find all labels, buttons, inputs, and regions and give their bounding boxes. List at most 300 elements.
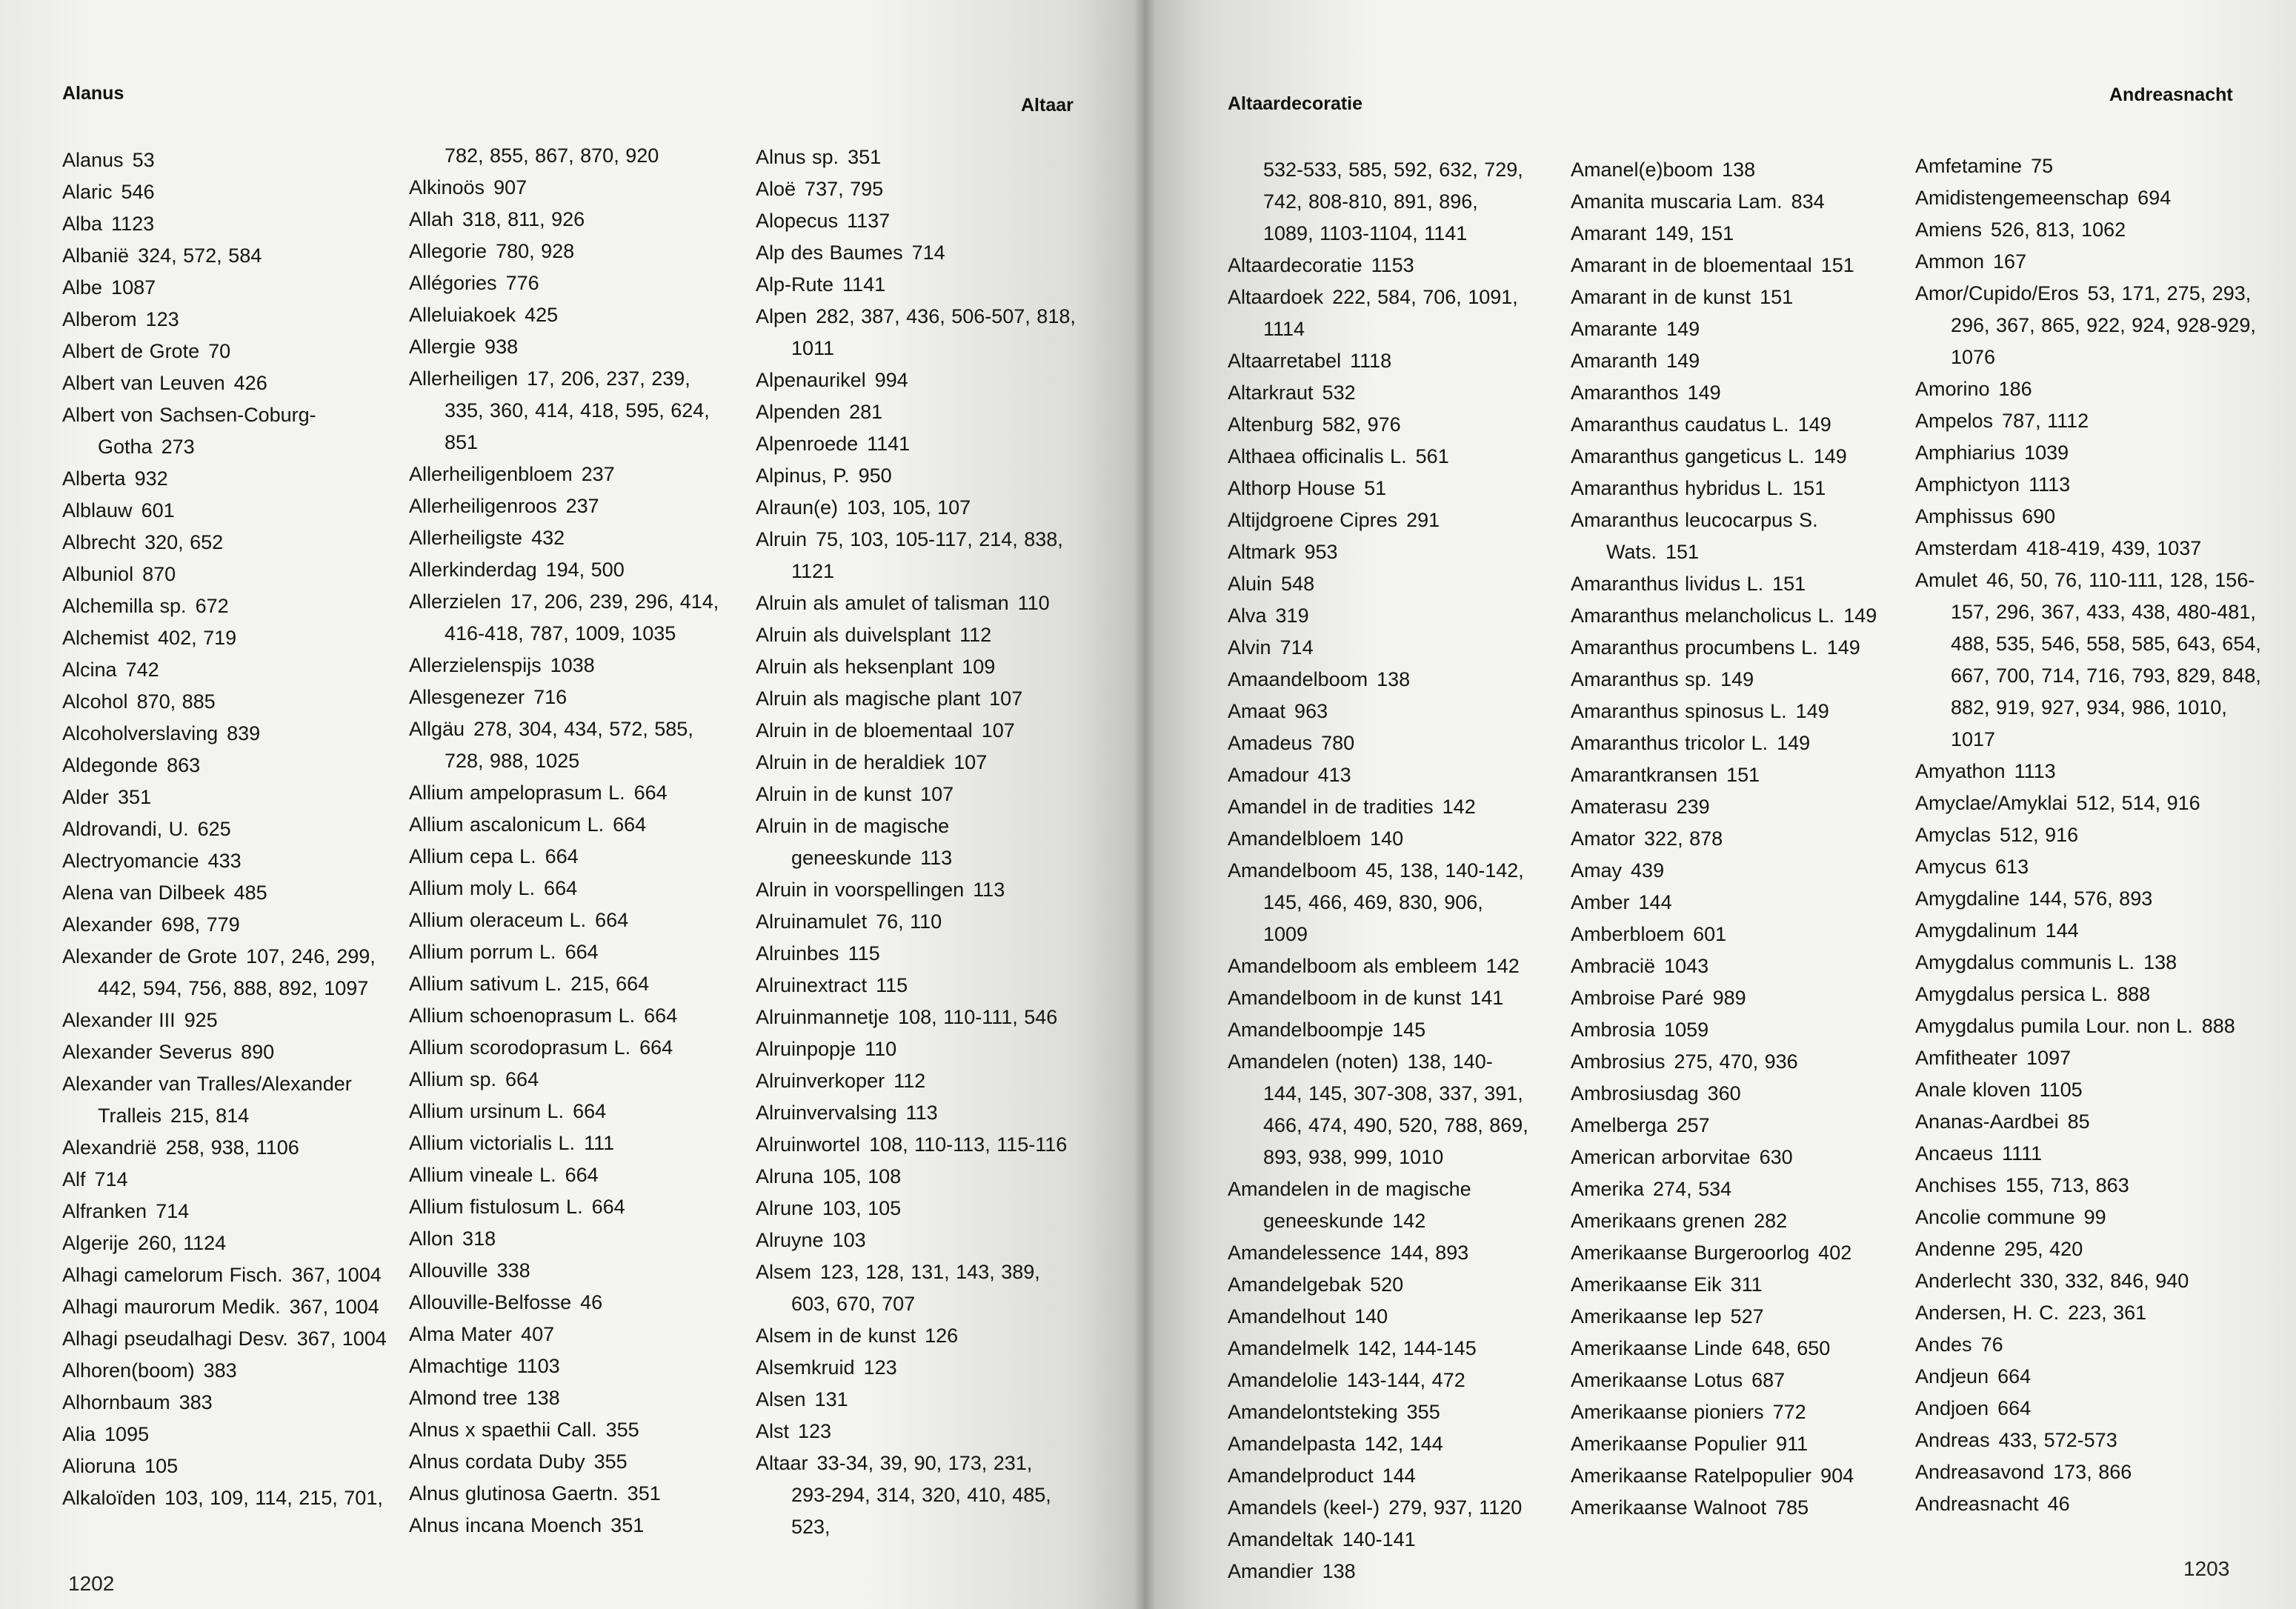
index-entry [1228,1428,1531,1460]
index-term: Amerikaans grenen [1571,1210,1746,1232]
index-entry [1915,405,2263,437]
index-page-refs: 664 [633,782,668,804]
index-entry [1571,377,1897,409]
index-page-refs: 1103 [516,1355,560,1377]
index-page-refs: 785 [1775,1496,1809,1519]
index-entry [1228,1237,1531,1269]
index-term: Alanus [62,149,124,171]
index-page-refs: 318, 811, 926 [462,208,585,230]
index-term: Amerikaanse Ratelpopulier [1571,1465,1812,1487]
index-page-refs: 103, 109, 114, 215, 701, [164,1487,383,1509]
right-page [1145,0,2296,1609]
index-term: Allium scorodoprasum L. [409,1036,631,1059]
index-page-refs: 402, 719 [158,627,237,649]
index-entry [62,813,396,845]
index-term: Allerkinderdag [409,559,537,581]
index-page-refs: 994 [874,369,908,391]
index-entry [1228,1014,1531,1046]
index-entry [1915,1425,2263,1456]
index-entry [62,877,396,909]
index-page-refs: 664 [1997,1365,2032,1388]
index-page-refs: 953 [1304,541,1338,563]
index-page-refs: 322, 878 [1644,827,1723,850]
index-page-refs: 664 [505,1068,539,1090]
index-page-refs: 138 [2143,951,2177,973]
index-term: Alexander van Tralles/Alexander Tralleis [62,1073,352,1127]
index-term: Alkinoös [409,176,485,199]
index-term: Alruin in de bloementaal [756,719,973,742]
index-page-refs: 279, 937, 1120 [1388,1496,1523,1519]
index-entry [1915,851,2263,883]
index-term: Alruin [756,528,808,550]
index-entry [1228,1524,1531,1556]
index-term: Amelberga [1571,1114,1668,1136]
index-term: Alia [62,1423,96,1445]
index-term: Amaandelboom [1228,668,1368,690]
index-entry [1571,950,1897,982]
index-page-refs: 167 [1993,250,2027,273]
index-entry [409,1191,735,1223]
index-term: Allium fistulosum L. [409,1196,583,1218]
index-page-refs: 714 [1280,636,1314,659]
index-page-refs: 123 [863,1356,897,1379]
index-entry [1571,1428,1897,1460]
index-entry [62,1387,396,1419]
index-page-refs: 75, 103, 105-117, 214, 838, 1121 [791,528,1063,582]
index-term: Amandelmelk [1228,1337,1349,1359]
index-entry [1915,533,2263,564]
index-entry [1571,823,1897,855]
index-term: Algerije [62,1232,130,1254]
index-page-refs: 383 [203,1359,237,1382]
index-term: Amadeus [1228,732,1313,754]
index-page-refs: 113 [920,847,953,869]
index-entry [756,269,1078,301]
index-page-refs: 737, 795 [805,178,884,200]
index-page-refs: 105, 108 [822,1165,902,1187]
index-term: Alruin in voorspellingen [756,879,965,901]
index-entry [409,1414,735,1446]
index-entry [62,304,396,336]
index-entry [756,619,1078,651]
index-entry [62,1068,396,1132]
index-entry [1228,1396,1531,1428]
index-page-refs: 215, 664 [570,973,650,995]
index-term: Alcina [62,659,117,681]
index-page-refs: 938 [485,336,519,358]
index-term: Alsemkruid [756,1356,855,1379]
index-page-refs: 107 [981,719,1015,742]
index-term: Alectryomancie [62,850,199,872]
index-page-refs: 1043 [1664,955,1709,977]
index-term: Amsterdam [1915,537,2018,559]
index-term: Andjoen [1915,1397,1989,1419]
index-page-refs: 144, 576, 893 [2029,887,2153,910]
index-entry [1228,504,1531,536]
index-entry [756,1256,1078,1320]
index-term: Alsem [756,1261,812,1283]
index-entry [756,492,1078,524]
index-term: Alhagi maurorum Medik. [62,1296,281,1318]
index-term: Alruna [756,1165,814,1187]
index-term: Althaea officinalis L. [1228,445,1407,467]
index-entry [1915,756,2263,787]
index-page-refs: 105 [144,1455,179,1477]
index-entry [409,777,735,809]
index-term: Alp des Baumes [756,241,903,264]
index-entry [1571,727,1897,759]
index-entry [1915,182,2263,214]
index-term: Amaranthus caudatus L. [1571,413,1789,436]
index-page-refs: 222, 584, 706, 1091, 1114 [1263,286,1518,340]
index-term: Amerikaanse Populier [1571,1433,1768,1455]
index-page-refs: 714 [94,1168,128,1190]
index-entry [409,140,735,172]
index-page-refs: 664 [591,1196,625,1218]
index-page-refs: 1087 [111,276,156,299]
index-term: Alpen [756,305,808,327]
index-entry [1571,1046,1897,1078]
index-term: Amerikaanse Walnoot [1571,1496,1767,1519]
index-term: Amator [1571,827,1636,850]
index-entry [62,176,396,208]
index-page-refs: 109 [962,656,996,678]
index-entry [62,1450,396,1482]
index-page-refs: 115 [876,974,908,996]
index-term: Alchemist [62,627,150,649]
index-entry [409,363,735,459]
index-page-refs: 601 [1693,923,1727,945]
index-page-refs: 107 [920,783,954,805]
index-entry [1228,568,1531,600]
index-entry [409,1510,735,1542]
index-page-refs: 512, 916 [2000,824,2079,846]
index-term: Amandelboom in de kunst [1228,987,1462,1009]
index-page-refs: 75 [2031,155,2054,177]
index-term: Amandelboom als embleem [1228,955,1477,977]
index-term: Allerheiligen [409,367,519,390]
index-entry [409,1287,735,1319]
index-term: Alruinbes [756,942,839,965]
index-entry [1915,1488,2263,1520]
index-term: Amaranthus lividus L. [1571,573,1764,595]
index-term: Andreasnacht [1915,1493,2039,1515]
index-entry [1571,250,1897,282]
index-entry [62,941,396,1005]
index-entry [62,782,396,813]
index-page-refs: 780 [1321,732,1355,754]
index-column [409,140,735,1542]
index-term: Altmark [1228,541,1296,563]
index-term: Amulet [1915,569,1978,591]
index-page-refs: 33-34, 39, 90, 173, 231, 293-294, 314, 320, 410, 485, 523, [791,1452,1051,1538]
index-term: Amphissus [1915,505,2014,527]
index-entry [756,874,1078,906]
index-entry [1571,409,1897,441]
index-term: Allouville-Belfosse [409,1291,572,1313]
index-entry [409,1446,735,1478]
index-page-refs: 407 [521,1323,555,1345]
index-term: Amaranthus sp. [1571,668,1712,690]
index-page-refs: 863 [167,754,201,776]
index-entry [1228,441,1531,473]
index-page-refs: 351 [610,1514,645,1536]
index-entry [409,522,735,554]
book-gutter [1134,0,1156,1609]
index-term: Amerikaanse Burgeroorlog [1571,1242,1810,1264]
index-entry [1228,473,1531,504]
index-page-refs: 870, 885 [136,690,216,713]
index-page-refs: 413 [1317,764,1351,786]
index-entry [1571,345,1897,377]
index-entry [1571,1365,1897,1396]
index-page-refs: 131 [814,1388,848,1410]
index-term: Allerheiligenroos [409,495,557,517]
index-term: Alruinverkoper [756,1070,885,1092]
index-term: American arborvitae [1571,1146,1751,1168]
index-term: Amaranthus procumbens L. [1571,636,1818,659]
index-page-refs: 151 [1726,764,1760,786]
index-term: Amarant in de bloementaal [1571,254,1812,276]
index-page-refs: 582, 976 [1322,413,1401,436]
index-entry [1571,1460,1897,1492]
index-term: Andersen, H. C. [1915,1302,2060,1324]
index-term: Alruin als magische plant [756,687,981,710]
index-term: Allégories [409,272,497,294]
index-page-refs: 103, 105, 107 [847,496,971,519]
index-term: Alexander III [62,1009,176,1031]
index-page-refs: 46, 50, 76, 110-111, 128, 156-157, 296, 367, 433, 438, 480-481, 488, 535, 546, 558, 585, 643, 654, 667, 700, 714, 716, 793, 829, 848, 882, 919, 927, 934, 986, 1010, 1017 [1951,569,2261,750]
index-term: Altijdgroene Cipres [1228,509,1398,531]
index-term: Amarant in de kunst [1571,286,1751,308]
index-page-refs: 237 [581,463,615,485]
index-term: Alp-Rute [756,273,834,296]
index-entry [409,331,735,363]
index-page-refs: 698, 779 [161,913,240,936]
index-term: Alhagi pseudalhagi Desv. [62,1327,288,1350]
index-page-refs: 111 [584,1132,615,1154]
index-term: Alexandrië [62,1136,157,1159]
index-term: Amidistengemeenschap [1915,187,2129,209]
index-term: Alchemilla sp. [62,595,187,617]
index-entry [409,1255,735,1287]
index-page-refs: 295, 420 [2004,1238,2083,1260]
index-entry [1571,1396,1897,1428]
index-term: Amaranth [1571,350,1658,372]
index-term: Amaranthus leucocarpus S. Wats. [1571,509,1818,563]
index-term: Alsen [756,1388,806,1410]
index-page-refs: 17, 206, 239, 296, 414, 416-418, 787, 1009, 1035 [445,590,719,644]
index-term: Ambrosia [1571,1019,1656,1041]
index-term: Allium cepa L. [409,845,536,867]
index-term: Aldegonde [62,754,159,776]
index-term: Alraun(e) [756,496,839,519]
index-term: Amaranthus spinosus L. [1571,700,1787,722]
index-term: Amandelboom [1228,859,1357,882]
index-page-refs: 561 [1415,445,1449,467]
index-page-refs: 151 [1772,573,1806,595]
index-page-refs: 46 [2047,1493,2070,1515]
index-entry [1915,1106,2263,1138]
index-page-refs: 103, 105 [822,1197,902,1219]
index-entry [1915,1074,2263,1106]
index-page-refs: 1039 [2024,442,2069,464]
index-term: Amandeltak [1228,1528,1334,1550]
index-page-refs: 149 [1795,700,1829,722]
index-entry [756,683,1078,715]
index-term: Andes [1915,1333,1972,1356]
index-entry [62,1259,396,1291]
index-page-refs: 351 [848,146,882,168]
index-entry [1571,1110,1897,1142]
index-entry [756,1129,1078,1161]
index-page-refs: 324, 572, 584 [138,244,262,267]
index-page-refs: 239 [1676,796,1710,818]
index-entry [1571,1173,1897,1205]
index-term: Amygdalus persica L. [1915,983,2109,1005]
index-term: Amanita muscaria Lam. [1571,190,1783,213]
index-entry [62,1482,396,1514]
index-term: Altaardoek [1228,286,1324,308]
index-entry [62,1036,396,1068]
index-entry [1571,568,1897,600]
index-entry [1915,1233,2263,1265]
index-column [756,141,1078,1543]
index-entry [62,686,396,718]
index-entry [62,845,396,877]
index-page-refs: 99 [2083,1206,2106,1228]
index-entry [1571,664,1897,696]
index-page-refs: 149 [1843,604,1877,627]
index-page-refs: 149 [1666,318,1700,340]
index-term: Ambrosiusdag [1571,1082,1699,1105]
index-page-refs: 432 [531,527,565,549]
index-page-refs: 110 [1017,592,1050,614]
index-entry [62,590,396,622]
index-entry [62,1164,396,1196]
index-entry [1228,250,1531,282]
index-page-refs: 367, 1004 [291,1264,382,1286]
index-page-refs: 664 [565,941,599,963]
index-term: Amfitheater [1915,1047,2018,1069]
index-page-refs: 143-144, 472 [1346,1369,1465,1391]
index-page-refs: 1113 [2014,760,2056,782]
index-term: Ambroise Paré [1571,987,1704,1009]
index-entry [62,1323,396,1355]
index-term: Amaterasu [1571,796,1668,818]
index-term: Amerikaanse Linde [1571,1337,1743,1359]
index-term: Andreasavond [1915,1461,2045,1483]
index-entry [1571,154,1897,186]
index-page-refs: 664 [613,813,647,836]
index-page-refs: 173, 866 [2053,1461,2132,1483]
index-entry [62,336,396,367]
index-term: Allium sativum L. [409,973,562,995]
index-page-refs: 1141 [867,433,911,455]
index-page-refs: 149 [1826,636,1860,659]
index-entry [62,367,396,399]
index-page-refs: 149 [1720,668,1754,690]
index-term: Albert de Grote [62,340,200,362]
index-entry [1228,1492,1531,1524]
index-entry [756,1384,1078,1416]
index-page-refs: 223, 361 [2068,1302,2147,1324]
index-page-refs: 110 [865,1038,897,1060]
index-term: Anale kloven [1915,1079,2031,1101]
index-term: Amor/Cupido/Eros [1915,282,2079,304]
index-term: Allesgenezer [409,686,525,708]
index-term: Amandelontsteking [1228,1401,1398,1423]
index-entry [62,1132,396,1164]
running-head-left: Altaardecoratie [1228,93,1363,114]
index-entry [409,1350,735,1382]
index-term: Allgäu [409,718,465,740]
index-term: Allium porrum L. [409,941,556,963]
index-page-refs: 319 [1275,604,1309,627]
index-term: Alexander de Grote [62,945,238,967]
index-page-refs: 107, 246, 299, 442, 594, 756, 888, 892, 1097 [98,945,376,999]
index-term: Alberta [62,467,126,490]
index-entry [62,654,396,686]
index-term: Amaat [1228,700,1286,722]
index-entry [756,970,1078,1002]
index-page-refs: 351 [627,1482,661,1505]
index-entry [62,1355,396,1387]
index-page-refs: 149 [1797,413,1831,436]
index-term: Almachtige [409,1355,508,1377]
index-entry [1228,791,1531,823]
index-entry [756,524,1078,587]
index-entry [1228,632,1531,664]
index-entry [1915,469,2263,501]
index-term: Amaranthus hybridus L. [1571,477,1784,499]
index-term: Amberbloem [1571,923,1685,945]
index-page-refs: 53, 171, 275, 293, 296, 367, 865, 922, 924, 928-929, 1076 [1951,282,2256,368]
index-entry [756,428,1078,460]
index-entry [62,622,396,654]
index-page-refs: 108, 110-113, 115-116 [869,1133,1068,1156]
index-term: Alhagi camelorum Fisch. [62,1264,283,1286]
index-term: Amarantkransen [1571,764,1718,786]
index-entry [409,1000,735,1032]
index-entry [1571,600,1897,632]
index-entry [409,236,735,267]
index-entry [1228,345,1531,377]
index-term: Alaric [62,181,113,203]
index-term: Amaranthus tricolor L. [1571,732,1768,754]
index-term: Amaranthus melancholicus L. [1571,604,1835,627]
index-entry [1571,1205,1897,1237]
index-entry [1228,1301,1531,1333]
index-entry [1228,664,1531,696]
index-entry [1228,727,1531,759]
index-term: Allergie [409,336,476,358]
index-term: Alfranken [62,1200,147,1222]
index-term: Alnus x spaethii Call. [409,1419,597,1441]
index-page-refs: 53 [132,149,155,171]
index-entry [756,1416,1078,1448]
index-term: Alf [62,1168,86,1190]
index-entry [62,559,396,590]
index-entry [1571,282,1897,313]
index-entry [1915,1202,2263,1233]
index-entry [409,650,735,682]
index-term: Altaardecoratie [1228,254,1362,276]
index-entry [1228,1269,1531,1301]
index-page-refs: 282 [1754,1210,1788,1232]
index-page-refs: 1059 [1664,1019,1709,1041]
index-page-refs: 787, 1112 [2002,410,2089,432]
